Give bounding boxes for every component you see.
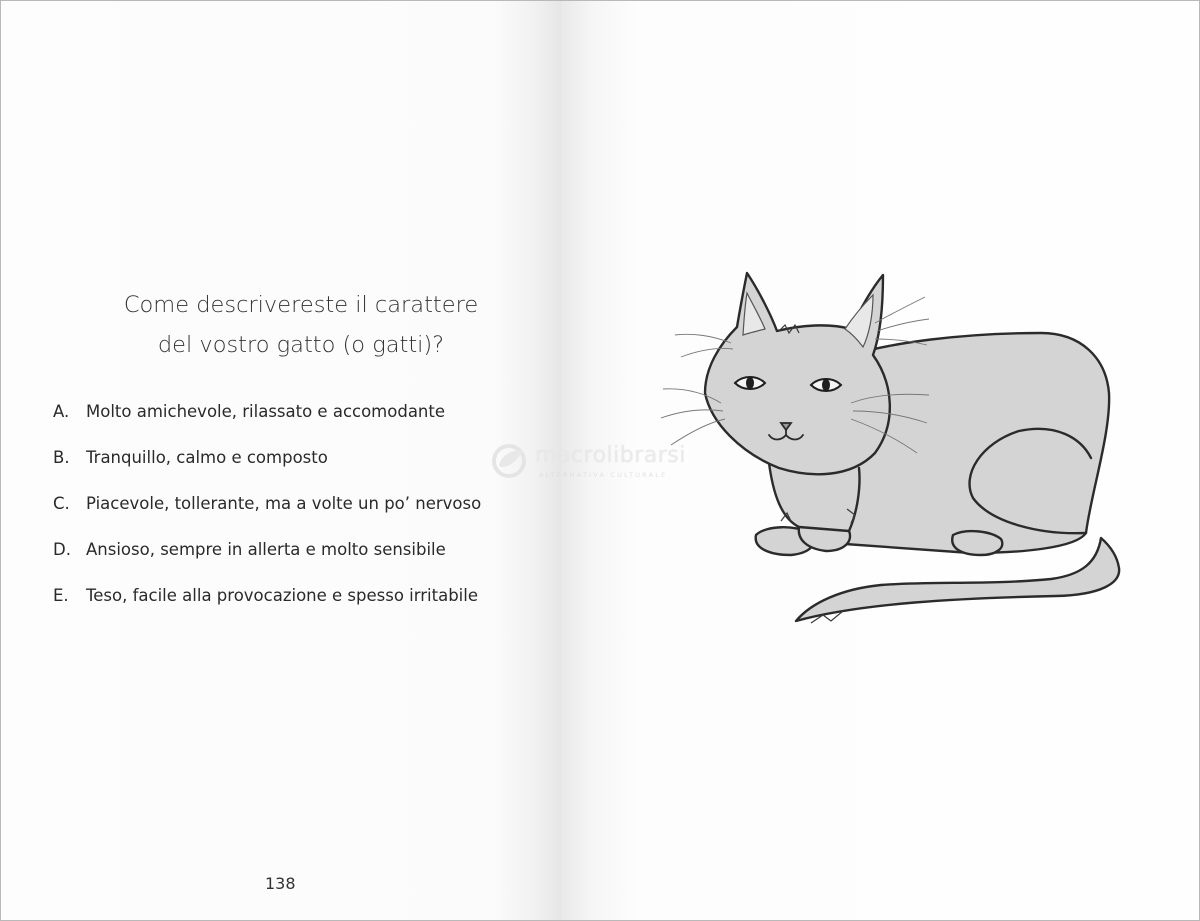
question-line-1: Come descrivereste il carattere <box>123 292 479 318</box>
answer-option-c <box>53 491 533 537</box>
answer-letter: D. <box>53 540 71 559</box>
watermark-name: macrolibrarsi <box>535 443 686 468</box>
answer-option-a <box>53 399 533 445</box>
answer-letter: B. <box>53 448 70 467</box>
cat-illustration <box>661 263 1131 643</box>
answer-text: Teso, facile alla provocazione e spesso irritabile <box>86 586 478 605</box>
answer-letter: A. <box>53 402 70 421</box>
answer-text: Molto amichevole, rilassato e accomodante <box>86 402 446 421</box>
left-page <box>1 1 561 920</box>
leaf-logo-icon <box>489 443 531 479</box>
answer-letter: E. <box>53 586 69 605</box>
page-number: 138 <box>265 874 296 893</box>
answer-option-b <box>53 445 533 491</box>
answer-letter: C. <box>53 494 70 513</box>
answer-text: Tranquillo, calmo e composto <box>86 448 328 467</box>
question-line-2: del vostro gatto (o gatti)? <box>157 332 445 358</box>
answer-text: Piacevole, tollerante, ma a volte un po’ nervoso <box>86 494 482 513</box>
answer-list <box>53 399 533 629</box>
watermark-tagline: ALTERNATIVA CULTURALE <box>539 471 668 479</box>
question-heading <box>81 285 521 365</box>
answer-option-e <box>53 583 533 629</box>
answer-option-d <box>53 537 533 583</box>
answer-text: Ansioso, sempre in allerta e molto sensibile <box>86 540 446 559</box>
